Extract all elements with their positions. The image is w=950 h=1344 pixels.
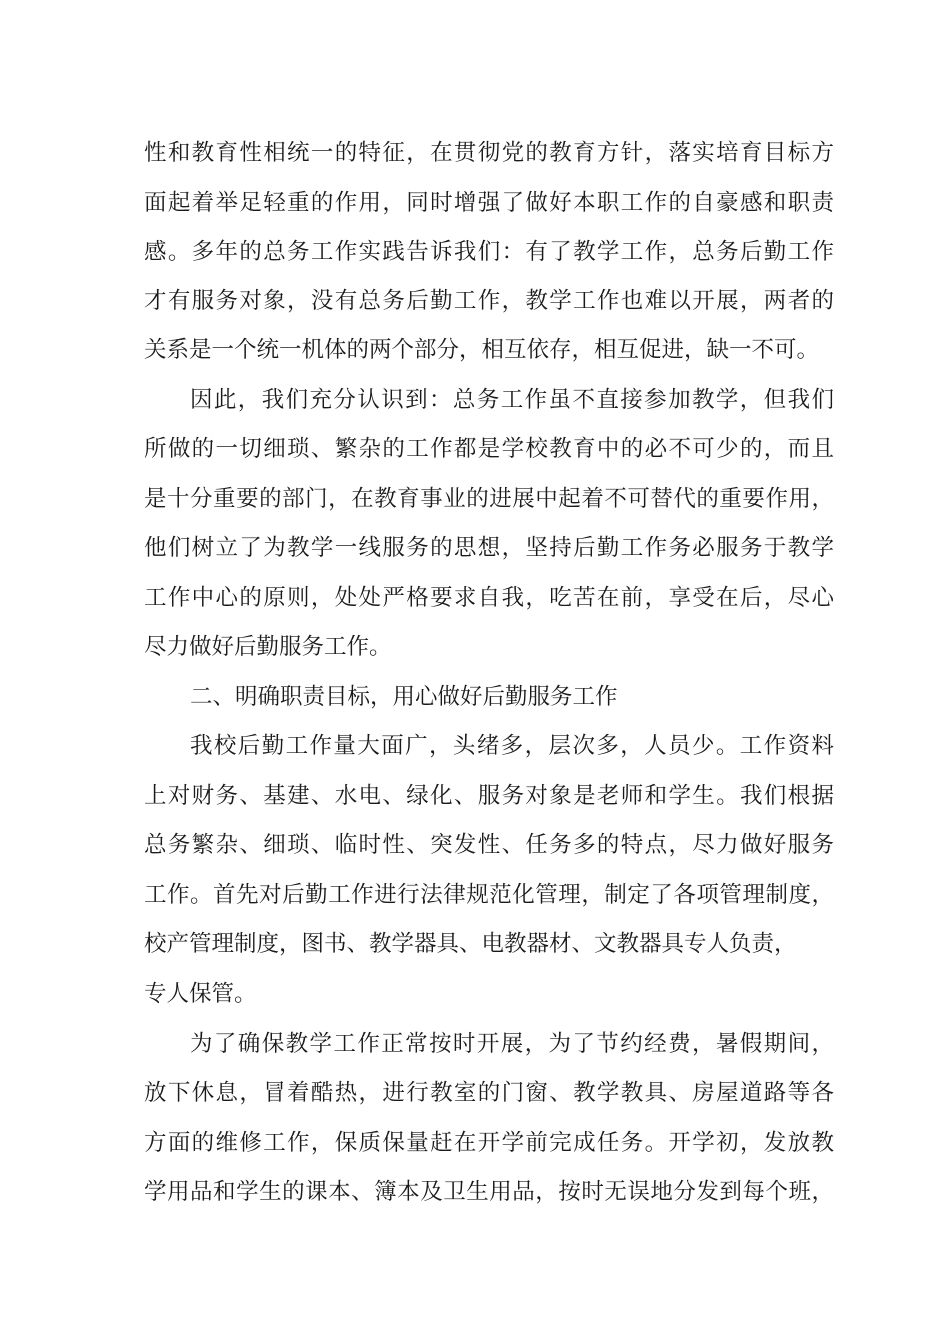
text-line-2: 面起着举足轻重的作用，同时增强了做好本职工作的自豪感和职责	[144, 190, 834, 216]
text-line-4: 才有服务对象，没有总务后勤工作，教学工作也难以开展，两者的	[144, 288, 834, 314]
text-line-10: 工作中心的原则，处处严格要求自我，吃苦在前，享受在后，尽心	[144, 585, 834, 611]
text-line-22: 学用品和学生的课本、簿本及卫生用品，按时无误地分发到每个班，	[144, 1179, 834, 1205]
text-line-11: 尽力做好后勤服务工作。	[144, 634, 392, 660]
text-line-8: 是十分重要的部门，在教育事业的进展中起着不可替代的重要作用，	[144, 486, 834, 512]
paragraph-start-line: 因此，我们充分认识到：总务工作虽不直接参加教学，但我们	[190, 387, 834, 413]
text-line-5: 关系是一个统一机体的两个部分，相互依存，相互促进，缺一不可。	[144, 337, 820, 363]
text-line-20: 放下休息，冒着酷热，进行教室的门窗、教学教具、房屋道路等各	[144, 1080, 834, 1106]
text-line-15: 总务繁杂、细琐、临时性、突发性、任务多的特点，尽力做好服务	[144, 832, 834, 858]
text-line-14: 上对财务、基建、水电、绿化、服务对象是老师和学生。我们根据	[144, 783, 834, 809]
text-line-18: 专人保管。	[144, 981, 257, 1007]
paragraph-start-line: 我校后勤工作量大面广，头绪多，层次多，人员少。工作资料	[190, 733, 834, 759]
text-line-17: 校产管理制度，图书、教学器具、电教器材、文教器具专人负责，	[144, 931, 797, 957]
text-line-21: 方面的维修工作，保质保量赶在开学前完成任务。开学初，发放教	[144, 1130, 834, 1156]
text-line-16: 工作。首先对后勤工作进行法律规范化管理，制定了各项管理制度，	[144, 882, 834, 908]
section-heading: 二、明确职责目标，用心做好后勤服务工作	[190, 684, 618, 710]
text-line-7: 所做的一切细琐、繁杂的工作都是学校教育中的必不可少的，而且	[144, 436, 834, 462]
paragraph-start-line: 为了确保教学工作正常按时开展，为了节约经费，暑假期间，	[190, 1031, 834, 1057]
text-line-3: 感。多年的总务工作实践告诉我们：有了教学工作，总务后勤工作	[144, 239, 834, 265]
text-line-9: 他们树立了为教学一线服务的思想，坚持后勤工作务必服务于教学	[144, 535, 834, 561]
text-line-1: 性和教育性相统一的特征，在贯彻党的教育方针，落实培育目标方	[144, 140, 834, 166]
